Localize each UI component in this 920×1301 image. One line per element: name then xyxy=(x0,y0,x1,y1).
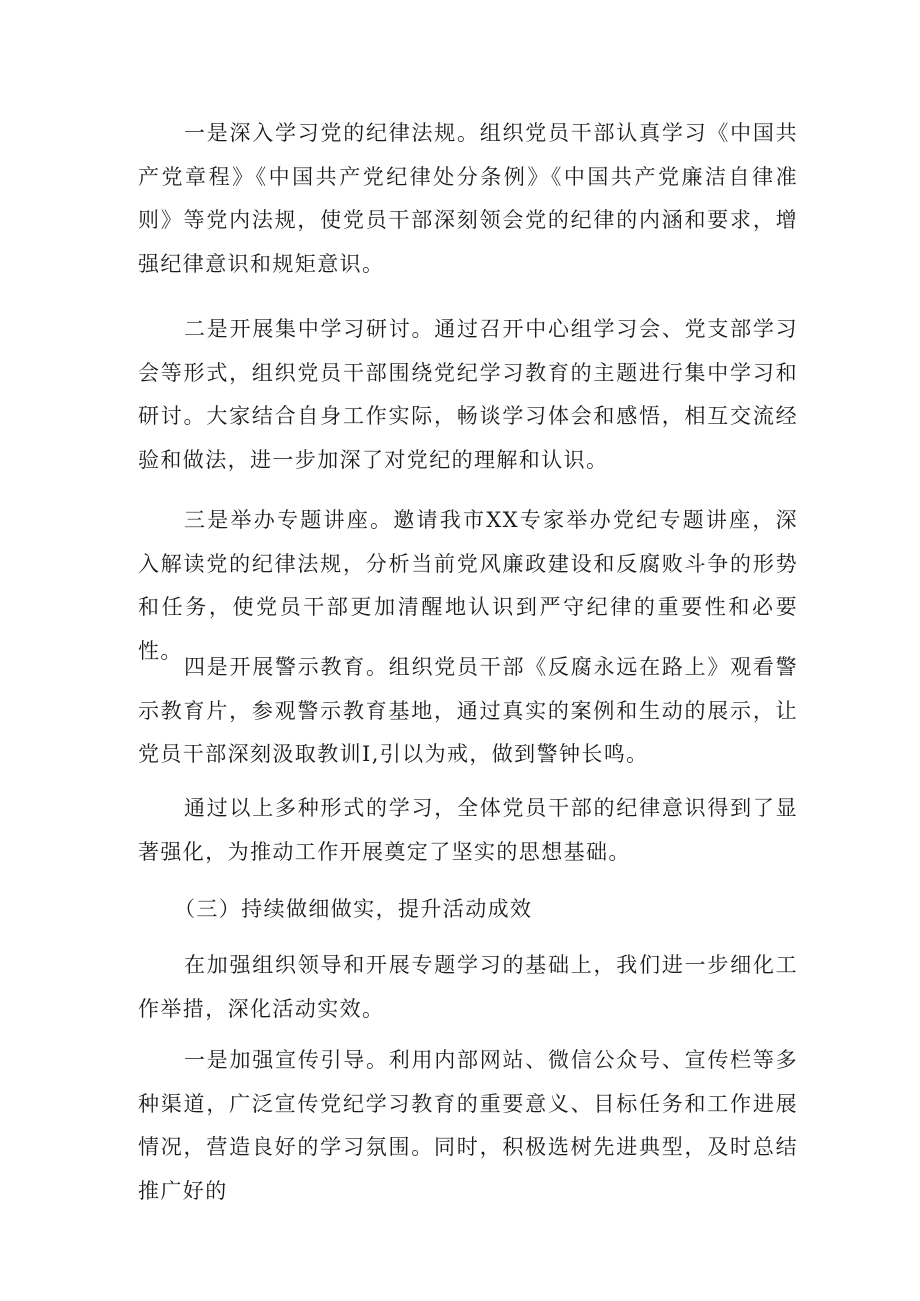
paragraph-study-discipline-regulations: 一是深入学习党的纪律法规。组织党员干部认真学习《中国共产党章程》《中国共产党纪律处分条例》《中国共产党廉洁自律准则》等党内法规，使党员干部深刻领会党的纪律的内涵和要求，增强纪律意识和规矩意识。 xyxy=(138,121,798,276)
section-heading-three: （三）持续做细做实，提升活动成效 xyxy=(174,897,533,921)
paragraph-centralized-study-seminar: 二是开展集中学习研讨。通过召开中心组学习会、党支部学习会等形式，组织党员干部围绕党纪学习教育的主题进行集中学习和研讨。大家结合自身工作实际，畅谈学习体会和感悟，相互交流经验和做法，进一步加深了对党纪的理解和认识。 xyxy=(138,317,798,472)
paragraph-refine-measures: 在加强组织领导和开展专题学习的基础上，我们进一步细化工作举措，深化活动实效。 xyxy=(138,953,798,1021)
paragraph-special-lecture: 三是举办专题讲座。邀请我市XX专家举办党纪专题讲座，深入解读党的纪律法规，分析当前党风廉政建设和反腐败斗争的形势和任务，使党员干部更加清醒地认识到严守纪律的重要性和必要性。 xyxy=(138,508,798,663)
paragraph-warning-education: 四是开展警示教育。组织党员干部《反腐永远在路上》观看警示教育片，参观警示教育基地，通过真实的案例和生动的展示，让党员干部深刻汲取教训I,引以为戒，做到警钟长鸣。 xyxy=(138,655,798,766)
paragraph-study-summary: 通过以上多种形式的学习，全体党员干部的纪律意识得到了显著强化，为推动工作开展奠定了坚实的思想基础。 xyxy=(138,796,798,864)
paragraph-publicity-guidance: 一是加强宣传引导。利用内部网站、微信公众号、宣传栏等多种渠道，广泛宣传党纪学习教育的重要意义、目标任务和工作进展情况，营造良好的学习氛围。同时，积极选树先进典型，及时总结推广好的 xyxy=(138,1048,798,1203)
